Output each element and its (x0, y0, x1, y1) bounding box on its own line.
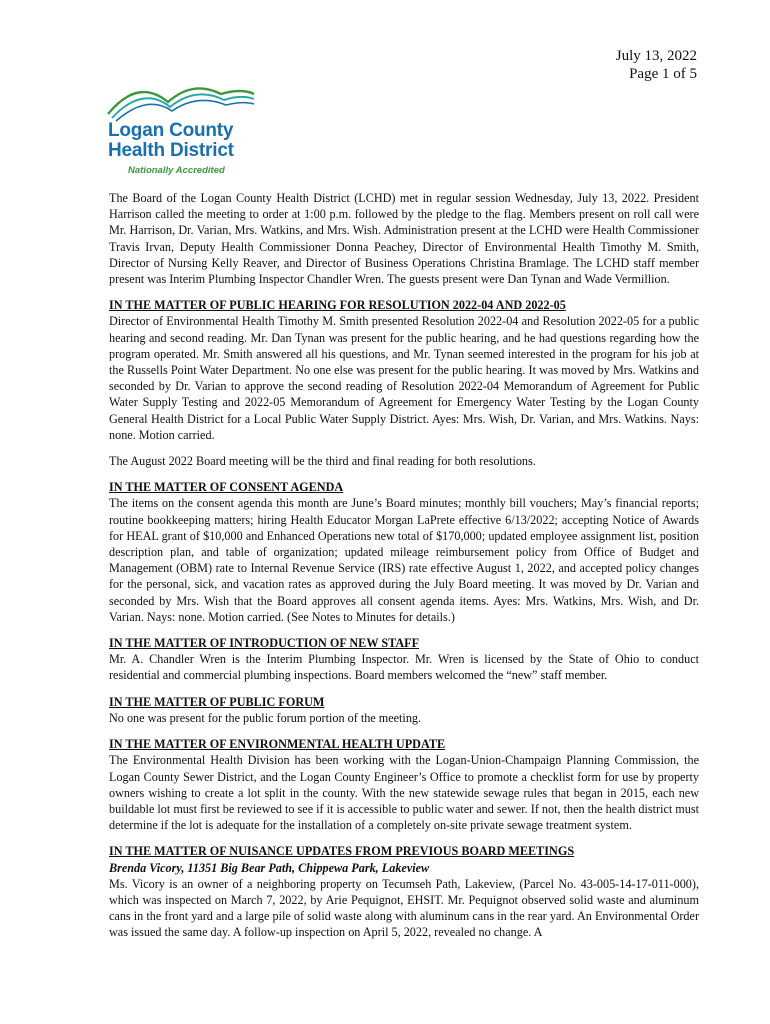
section-body-env: The Environmental Health Division has been working with the Logan-Union-Champaign Planning Commission, the Logan County Sewer District, and the Logan County Engineer’s Office to promote a checklist form for use by property owners wishing to create a lot split in the county. With the new statewide sewage rules that began in 2015, each new buildable lot must first be reviewed to see if it is accessible to public water and sewer. If not, then the health district must determine if the lot is adequate for the installation of a completely on-site private sewage treatment system. (109, 753, 699, 833)
page-header (616, 47, 697, 83)
section-heading-forum: IN THE MATTER OF PUBLIC FORUM (109, 694, 325, 709)
section-heading-env: IN THE MATTER OF ENVIRONMENTAL HEALTH UPDATE (109, 737, 446, 752)
minutes-body (109, 190, 699, 941)
section-body-consent: The items on the consent agenda this month are June’s Board minutes; monthly bill vouchers; May’s financial reports; routine bookkeeping matters; hiring Health Educator Morgan LaPrete effective 6/13/2022; accepting Notice of Awards for HEAL grant of $10,000 and Enhanced Operations new total of $170,000; updated employee assignment list, position description plan, and table of organization; updated mileage reimbursement policy from Office of Budget and Management (OBM) rate to Internal Revenue Service (IRS) rate effective August 1, 2022, and accepted policy changes for the personal, sick, and vacation rates as approved during the July Board meeting. It was moved by Dr. Varian and seconded by Mrs. Wish that the Board approves all consent agenda items. Ayes: Mrs. Watkins, Mrs. Wish, and Dr. Varian. Nays: none. Motion carried. (See Notes to Minutes for details.) (109, 496, 699, 624)
section-heading-hearing: IN THE MATTER OF PUBLIC HEARING FOR RESOLUTION 2022-04 AND 2022-05 (109, 298, 566, 313)
intro-paragraph: The Board of the Logan County Health District (LCHD) met in regular session Wednesday, July 13, 2022. President Harrison called the meeting to order at 1:00 p.m. followed by the pledge to the flag. Members present on roll call were Mr. Harrison, Dr. Varian, Mrs. Watkins, and Mrs. Wish. Administration present at the LCHD were Health Commissioner Travis Irvan, Deputy Health Commissioner Donna Peachey, Director of Environmental Health Timothy M. Smith, Director of Nursing Kelly Reaver, and Director of Business Operations Christina Bramlage. The LCHD staff member present was Interim Plumbing Inspector Chandler Wren. The guests present were Dan Tynan and Wade Vermillion. (109, 191, 699, 287)
section-heading-staff: IN THE MATTER OF INTRODUCTION OF NEW STAFF (109, 636, 420, 651)
logo-tagline: Nationally Accredited (128, 165, 225, 176)
section-body-forum: No one was present for the public forum portion of the meeting. (109, 710, 422, 725)
logo (106, 80, 256, 176)
section-body-staff: Mr. A. Chandler Wren is the Interim Plumbing Inspector. Mr. Wren is licensed by the State of Ohio to conduct residential and commercial plumbing inspections. Board members welcomed the “new” staff member. (109, 652, 699, 683)
section-body-hearing: Director of Environmental Health Timothy M. Smith presented Resolution 2022-04 and Resolution 2022-05 for a public hearing and second reading. Mr. Dan Tynan was present for the public hearing, and he had questions regarding how the program operated. Mr. Smith answered all his questions, and Mr. Tynan seemed interested in the program for his job at the Russells Point Water Department. No one else was present for the public hearing. It was moved by Mrs. Watkins and seconded by Dr. Varian to approve the second reading of Resolution 2022-04 Memorandum of Agreement for Public Water Supply Testing and 2022-05 Memorandum of Agreement for Emergency Water Testing by the Logan County General Health District for a Local Public Water Supply District. Ayes: Mrs. Wish, Dr. Varian, and Mrs. Watkins. Nays: none. Motion carried. (109, 314, 699, 442)
logo-line-1: Logan County (108, 120, 234, 141)
section-note-hearing: The August 2022 Board meeting will be the third and final reading for both resolutions. (109, 454, 536, 469)
section-subheading-nuisance: Brenda Vicory, 11351 Big Bear Path, Chippewa Park, Lakeview (109, 860, 430, 875)
section-heading-nuisance: IN THE MATTER OF NUISANCE UPDATES FROM PREVIOUS BOARD MEETINGS (109, 844, 575, 859)
logo-line-2: Health District (108, 140, 234, 161)
section-heading-consent: IN THE MATTER OF CONSENT AGENDA (109, 480, 344, 495)
meeting-date: July 13, 2022 (615, 48, 697, 64)
hills-icon (106, 80, 256, 122)
section-body-nuisance: Ms. Vicory is an owner of a neighboring property on Tecumseh Path, Lakeview, (Parcel No. 43-005-14-17-011-000), which was inspected on March 7, 2022, by Arie Pequignot, EHSIT. Mr. Pequignot observed solid waste and aluminum cans in the front yard and a large pile of solid waste along with aluminum cans in the rear yard. An Environmental Order was issued the same day. A follow-up inspection on April 5, 2022, revealed no change. A (109, 876, 699, 940)
page-number: Page 1 of 5 (629, 66, 697, 82)
